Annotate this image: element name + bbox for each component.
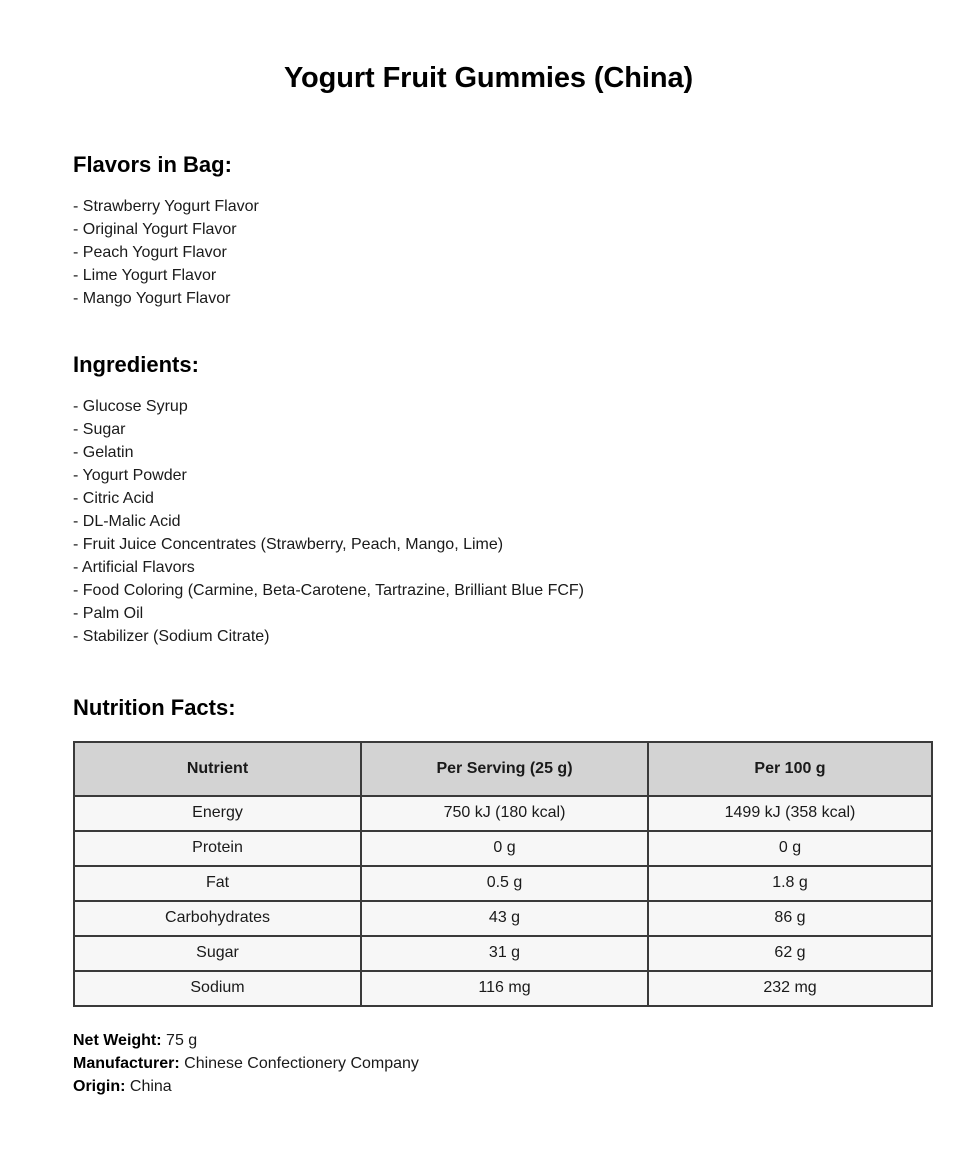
cell-nutrient: Sodium <box>74 971 361 1006</box>
meta-row-origin <box>73 1075 932 1098</box>
list-item: - Yogurt Powder <box>73 467 187 485</box>
table-header-row <box>74 742 932 796</box>
nutrition-section <box>45 648 932 1006</box>
cell-per-100g: 1499 kJ (358 kcal) <box>648 796 932 831</box>
cell-nutrient: Protein <box>74 831 361 866</box>
flavors-heading: Flavors in Bag: <box>73 152 232 177</box>
meta-row-net-weight <box>73 1029 932 1052</box>
list-item: - Original Yogurt Flavor <box>73 221 237 239</box>
column-header-nutrient: Nutrient <box>74 742 361 796</box>
list-item: - Palm Oil <box>73 605 144 623</box>
cell-per-serving: 750 kJ (180 kcal) <box>361 796 648 831</box>
page-title: Yogurt Fruit Gummies (China) <box>283 62 694 94</box>
cell-nutrient: Carbohydrates <box>74 901 361 936</box>
cell-nutrient: Energy <box>74 796 361 831</box>
nutrition-heading: Nutrition Facts: <box>73 695 236 721</box>
cell-per-100g: 62 g <box>648 936 932 971</box>
cell-per-100g: 0 g <box>648 831 932 866</box>
table-row <box>74 901 932 936</box>
column-header-per-serving: Per Serving (25 g) <box>361 742 648 796</box>
list-item: - Stabilizer (Sodium Citrate) <box>73 628 270 646</box>
cell-per-serving: 43 g <box>361 901 648 936</box>
cell-per-serving: 31 g <box>361 936 648 971</box>
meta-value: China <box>129 1077 172 1095</box>
cell-per-100g: 1.8 g <box>648 866 932 901</box>
cell-per-serving: 116 mg <box>361 971 648 1006</box>
meta-label: Origin: <box>73 1077 126 1095</box>
list-item: - Peach Yogurt Flavor <box>73 244 227 262</box>
meta-value: Chinese Confectionery Company <box>184 1054 419 1072</box>
list-item: - Lime Yogurt Flavor <box>73 267 217 285</box>
list-item: - Glucose Syrup <box>73 398 188 416</box>
meta-label: Net Weight: <box>73 1031 162 1049</box>
nutrition-facts-table <box>73 741 933 1007</box>
list-item: - Strawberry Yogurt Flavor <box>73 198 259 216</box>
cell-per-100g: 232 mg <box>648 971 932 1006</box>
cell-per-serving: 0 g <box>361 831 648 866</box>
table-row <box>74 866 932 901</box>
list-item: - DL-Malic Acid <box>73 513 181 531</box>
cell-per-serving: 0.5 g <box>361 866 648 901</box>
list-item: - Citric Acid <box>73 490 154 508</box>
ingredients-list <box>73 377 932 648</box>
meta-value: 75 g <box>166 1031 198 1049</box>
table-row <box>74 971 932 1006</box>
flavors-list <box>73 177 932 310</box>
ingredients-heading: Ingredients: <box>73 352 199 378</box>
list-item: - Gelatin <box>73 444 134 462</box>
list-item: - Sugar <box>73 421 126 439</box>
list-item: - Artificial Flavors <box>73 559 195 577</box>
list-item: - Food Coloring (Carmine, Beta-Carotene, Tartrazine, Brilliant Blue FCF) <box>73 582 585 600</box>
list-item: - Fruit Juice Concentrates (Strawberry, Peach, Mango, Lime) <box>73 536 504 554</box>
meta-label: Manufacturer: <box>73 1054 180 1072</box>
list-item: - Mango Yogurt Flavor <box>73 290 231 308</box>
meta-row-manufacturer <box>73 1052 932 1075</box>
cell-nutrient: Fat <box>74 866 361 901</box>
table-row <box>74 936 932 971</box>
cell-nutrient: Sugar <box>74 936 361 971</box>
table-row <box>74 831 932 866</box>
flavors-section <box>45 95 932 310</box>
cell-per-100g: 86 g <box>648 901 932 936</box>
column-header-per-100g: Per 100 g <box>648 742 932 796</box>
product-meta <box>45 1007 932 1098</box>
table-row <box>74 796 932 831</box>
ingredients-section <box>45 310 932 648</box>
